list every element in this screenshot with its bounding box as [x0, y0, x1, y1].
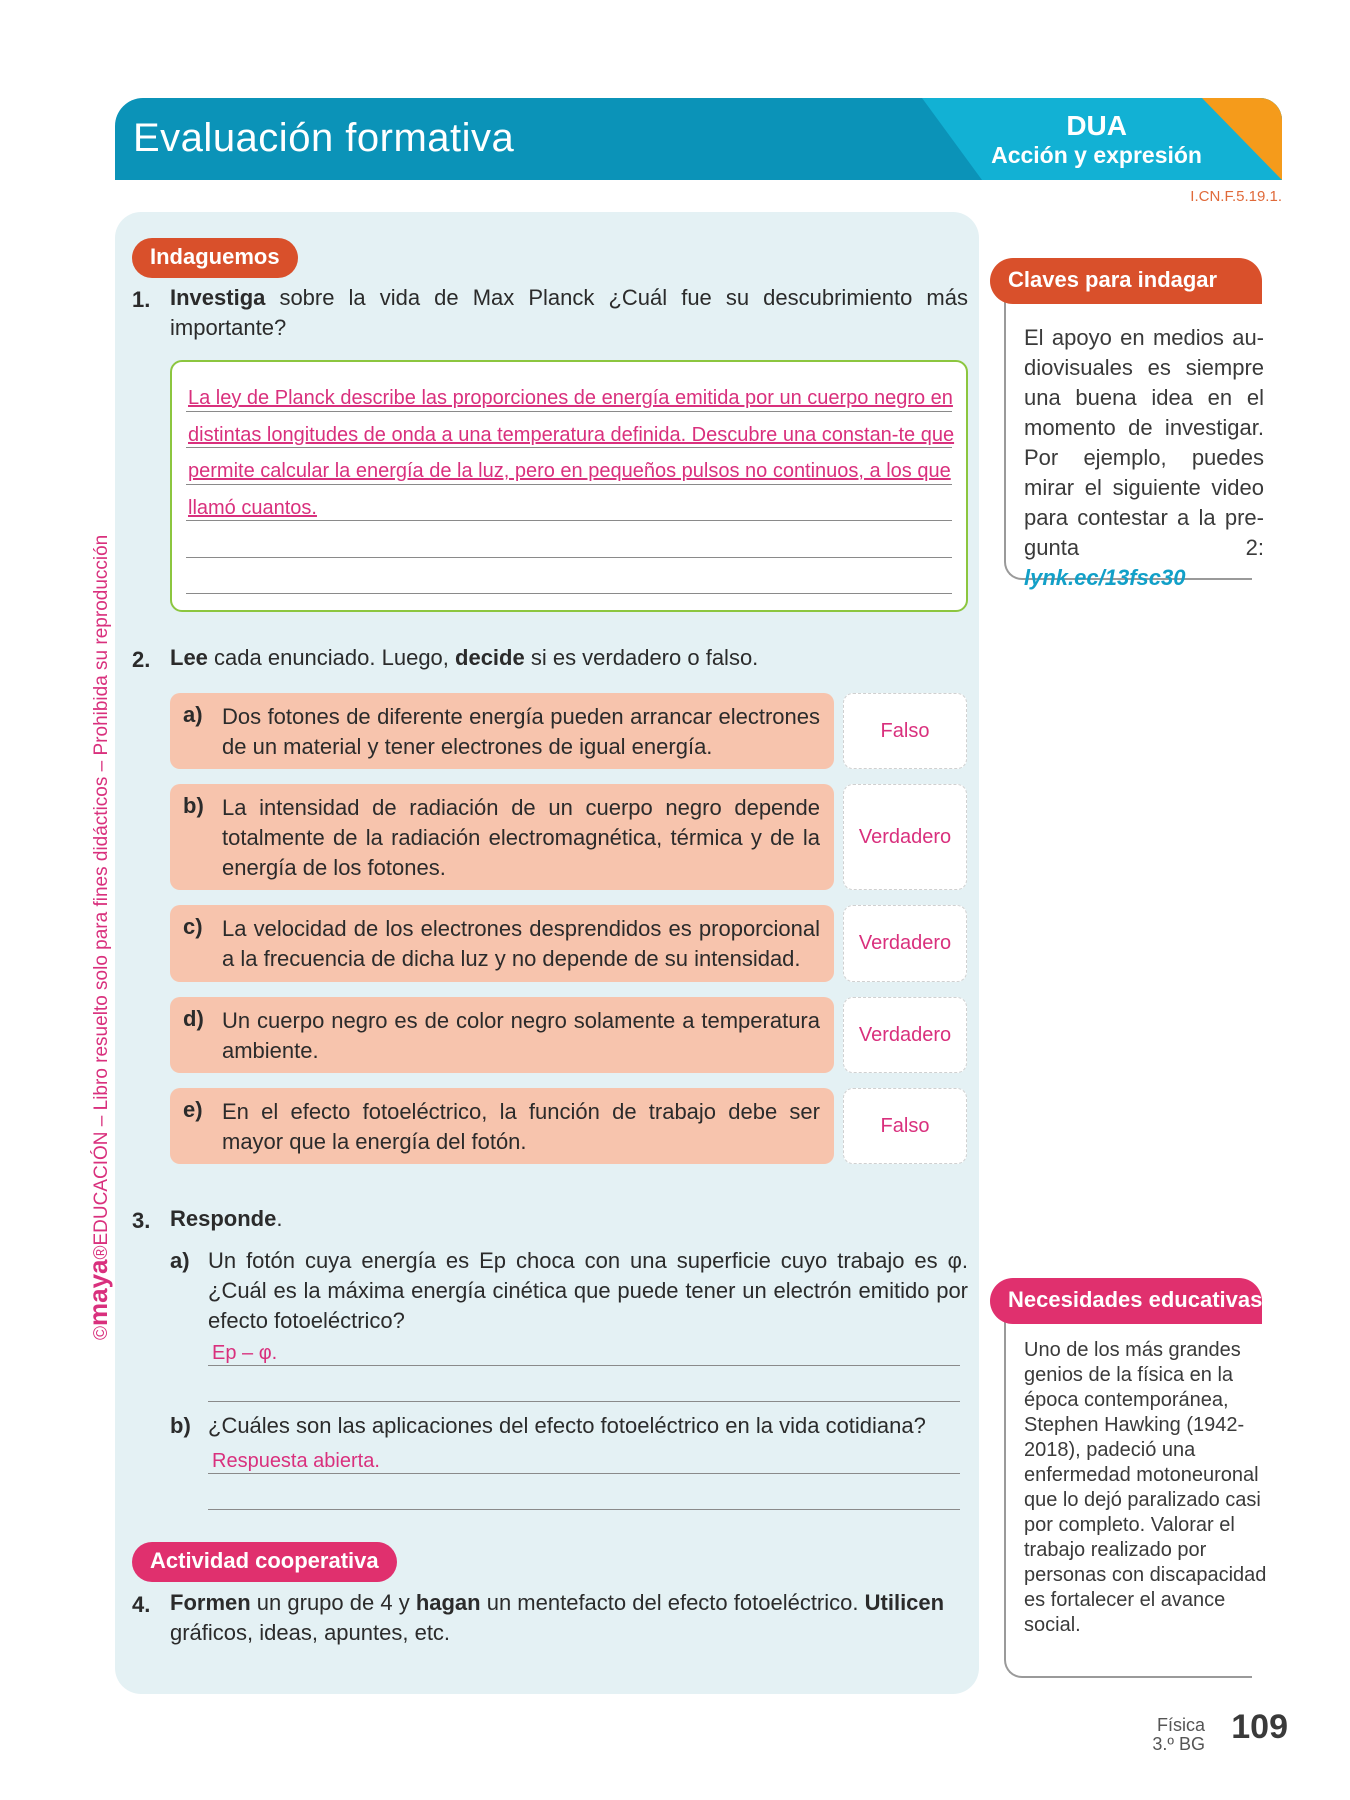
registered-mark: ® — [91, 1245, 112, 1260]
question-3a-letter: a) — [170, 1248, 190, 1273]
copyright-notice: EDUCACIÓN – Libro resuelto solo para fines didácticos – Prohibida su reproducción — [91, 534, 112, 1246]
statement-letter: d) — [183, 1006, 204, 1031]
statement-letter: e) — [183, 1097, 203, 1122]
brand-logo: maya — [83, 1259, 113, 1326]
question-1-answer-box[interactable] — [170, 360, 968, 612]
question-4-prompt-1: un grupo de 4 y — [250, 1590, 416, 1615]
claves-text — [1024, 323, 1264, 593]
statement-text: Dos fotones de diferente energía pueden arrancar electrones de un material y tener electrones de igual energía. — [222, 704, 820, 759]
statement-letter: c) — [183, 914, 203, 939]
pill-actividad-cooperativa: Actividad cooperativa — [132, 1542, 397, 1582]
page-number: 109 — [1231, 1708, 1288, 1746]
footer-subject — [1152, 1716, 1205, 1754]
statement-letter: b) — [183, 793, 204, 818]
header-banner — [115, 98, 1282, 180]
statement-e — [170, 1088, 834, 1164]
question-3-text — [170, 1204, 570, 1234]
question-2-text — [170, 643, 968, 673]
pill-indaguemos: Indaguemos — [132, 238, 298, 278]
copyright-symbol: © — [91, 1326, 112, 1340]
subject-name: Física — [1156, 1715, 1205, 1735]
question-3b-letter: b) — [170, 1413, 191, 1438]
grade-label: 3.º BG — [1152, 1734, 1205, 1754]
dua-title: DUA — [1066, 110, 1127, 141]
response-line[interactable] — [208, 1336, 960, 1366]
statement-b — [170, 784, 834, 890]
indicator-code: I.CN.F.5.19.1. — [1190, 188, 1282, 205]
necesidades-text: Uno de los más grandes genios de la física en la época contemporánea, Stephen Hawking (1942-2018), padeció una enfermedad motoneuronal que lo dejó paralizado casi por completo. Valorar el trabajo realizado por personas con discapacidad es fortalecer el avance social. — [1024, 1339, 1267, 1636]
statement-d — [170, 997, 834, 1073]
question-2-prompt-1: cada enunciado. Luego, — [207, 645, 456, 670]
question-3b-text: ¿Cuáles son las aplicaciones del efecto fotoeléctrico en la vida cotidiana? — [208, 1413, 926, 1438]
question-3b-answer: Respuesta abierta. — [212, 1450, 380, 1472]
question-1-verb: Investiga — [170, 285, 266, 310]
answer-box-d[interactable]: Verdadero — [843, 997, 967, 1073]
response-line[interactable] — [208, 1480, 960, 1510]
question-3-period: . — [276, 1206, 283, 1231]
statement-text: En el efecto fotoeléctrico, la función de trabajo debe ser mayor que la energía del fotón. — [222, 1099, 820, 1154]
answer-line — [186, 558, 952, 594]
question-3a-answer: Ep – φ. — [212, 1342, 278, 1364]
statement-a — [170, 693, 834, 769]
dua-subtitle: Acción y expresión — [991, 142, 1202, 168]
question-1-prompt: sobre la vida de Max Planck ¿Cuál fue su descubrimiento más importante? — [170, 285, 968, 340]
question-1-number: 1. — [132, 287, 151, 312]
question-3-number: 3. — [132, 1208, 151, 1233]
question-4-text — [170, 1588, 968, 1648]
question-1-text — [170, 283, 968, 343]
answer-line — [186, 522, 952, 558]
statement-text: Un cuerpo negro es de color negro solamente a temperatura ambiente. — [222, 1008, 820, 1063]
statement-letter: a) — [183, 702, 203, 727]
question-2-verb-2: decide — [455, 645, 525, 670]
necesidades-title: Necesidades educativas — [990, 1278, 1262, 1324]
question-4-prompt-2: un mentefacto del efecto fotoeléctrico. — [480, 1590, 865, 1615]
statement-text: La velocidad de los electrones desprendidos es proporcional a la frecuencia de dicha luz y no depende de su intensidad. — [222, 916, 820, 971]
question-4-verb-3: Utilicen — [864, 1590, 945, 1615]
copyright-side-text — [83, 535, 114, 1340]
statement-text: La intensidad de radiación de un cuerpo negro depende totalmente de la radiación electromagnética, térmica y de la energía de los fotones. — [222, 795, 820, 880]
claves-title: Claves para indagar — [990, 258, 1262, 304]
page-title: Evaluación formativa — [133, 116, 515, 160]
video-link[interactable]: lynk.ec/13fsc30 — [1024, 565, 1186, 590]
question-4-verb-2: hagan — [415, 1590, 481, 1615]
answer-box-c[interactable]: Verdadero — [843, 905, 967, 982]
claves-body: El apoyo en medios au-diovisuales es siempre una buena idea en el momento de investigar. Por ejemplo, puedes mirar el siguiente video para contestar a la pre-gunta 2: — [1024, 325, 1264, 560]
question-3a-text: Un fotón cuya energía es Ep choca con una superficie cuyo trabajo es φ. ¿Cuál es la máxima energía cinética que puede tener un electrón emitido por efecto fotoeléctrico? — [208, 1248, 968, 1333]
question-4-prompt-3: gráficos, ideas, apuntes, etc. — [170, 1620, 451, 1645]
question-4-number: 4. — [132, 1592, 151, 1617]
response-line[interactable] — [208, 1372, 960, 1402]
question-2-number: 2. — [132, 647, 151, 672]
answer-box-a[interactable]: Falso — [843, 693, 967, 769]
answer-box-b[interactable]: Verdadero — [843, 784, 967, 890]
question-3-verb: Responde — [170, 1206, 277, 1231]
question-1-answer: La ley de Planck describe las proporciones de energía emitida por un cuerpo negro en distintas longitudes de onda a una temperatura definida. Descubre una constan-te que permite calcular la energía de la luz, pero en pequeños pulsos no continuos, a los que llamó cuantos. — [188, 387, 955, 519]
question-2-prompt-2: si es verdadero o falso. — [524, 645, 759, 670]
question-4-verb-1: Formen — [170, 1590, 251, 1615]
question-2-verb-1: Lee — [170, 645, 208, 670]
answer-box-e[interactable]: Falso — [843, 1088, 967, 1164]
statement-c — [170, 905, 834, 982]
